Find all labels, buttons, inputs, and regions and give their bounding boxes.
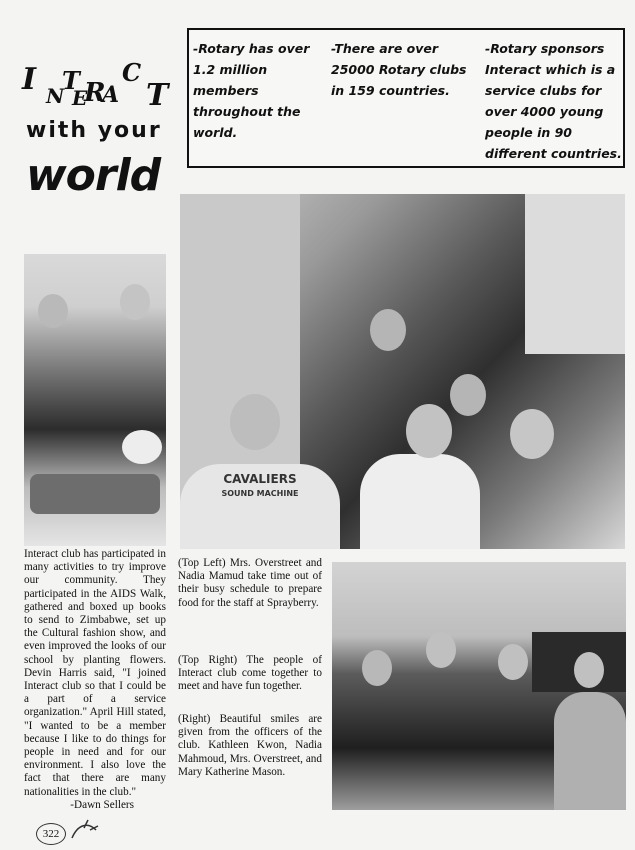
sweater-shape bbox=[360, 454, 480, 549]
title-letter: N bbox=[46, 84, 65, 108]
article-signature: -Dawn Sellers bbox=[70, 798, 134, 811]
title-with-your: with your bbox=[26, 118, 162, 143]
title-interact bbox=[18, 58, 178, 120]
stair-rail-shape bbox=[525, 194, 625, 354]
shirt-text: CAVALIERS bbox=[223, 472, 297, 486]
face-shape bbox=[426, 632, 456, 668]
caption-top-right: (Top Right) The people of Interact club come together to meet and have fun together. bbox=[178, 654, 322, 693]
fact-clubs: -There are over 25000 Rotary clubs in 159 countries. bbox=[331, 41, 467, 98]
photo-food-prep bbox=[24, 254, 166, 546]
shirt-shape bbox=[554, 692, 626, 810]
face-shape bbox=[370, 309, 406, 351]
fact-members: -Rotary has over 1.2 million members throughout the world. bbox=[193, 41, 310, 140]
caption-top-left: (Top Left) Mrs. Overstreet and Nadia Mamud take time out of their busy schedule to prepare food for the staff at Sprayberry. bbox=[178, 557, 322, 609]
title-world: world bbox=[26, 150, 161, 201]
caption-right: (Right) Beautiful smiles are given from the officers of the club. Kathleen Kwon, Nadia Mahmoud, Mrs. Overstreet, and Mary Katherine Mason. bbox=[178, 713, 322, 778]
photo-officers bbox=[332, 562, 626, 810]
face-shape bbox=[450, 374, 486, 416]
title-letter: T bbox=[146, 78, 169, 113]
title-letter: R bbox=[84, 78, 106, 108]
face-shape bbox=[38, 294, 68, 328]
face-shape bbox=[362, 650, 392, 686]
rotary-facts-box bbox=[187, 28, 625, 168]
face-shape bbox=[406, 404, 452, 458]
face-shape bbox=[230, 394, 280, 450]
face-shape bbox=[120, 284, 150, 320]
page-ornament-icon bbox=[70, 818, 100, 844]
flowers-shape bbox=[122, 430, 162, 464]
shirt-subtext: SOUND MACHINE bbox=[221, 489, 299, 498]
page-number: 322 bbox=[36, 823, 66, 845]
face-shape bbox=[498, 644, 528, 680]
article-body bbox=[24, 548, 166, 812]
food-tray-shape bbox=[30, 474, 160, 514]
title-letter: C bbox=[122, 58, 142, 87]
photo-club-group bbox=[180, 194, 625, 549]
fact-sponsors: -Rotary sponsors Interact which is a service clubs for over 4000 young people in 90 different countries. bbox=[485, 41, 622, 161]
article-text: Interact club has participated in many activities to try improve our community. They participated in the AIDS Walk, gathered and boxed up books to send to Zimbabwe, set up the Cultural fashion show, and even improved the looks of our school by planting flowers. Devin Harris said, "I joined Interact club so that I could be a part of a service organization." April Hill stated, "I wanted to be a member because I like to do things for people in need and for our environment. I also love the fact that there are many nationalities in the club." bbox=[24, 548, 166, 798]
title-letter: A bbox=[102, 82, 120, 108]
face-shape bbox=[510, 409, 554, 459]
title-letter: E bbox=[72, 86, 88, 110]
title-letter: T bbox=[62, 66, 80, 95]
face-shape bbox=[574, 652, 604, 688]
title-letter: I bbox=[22, 62, 37, 97]
